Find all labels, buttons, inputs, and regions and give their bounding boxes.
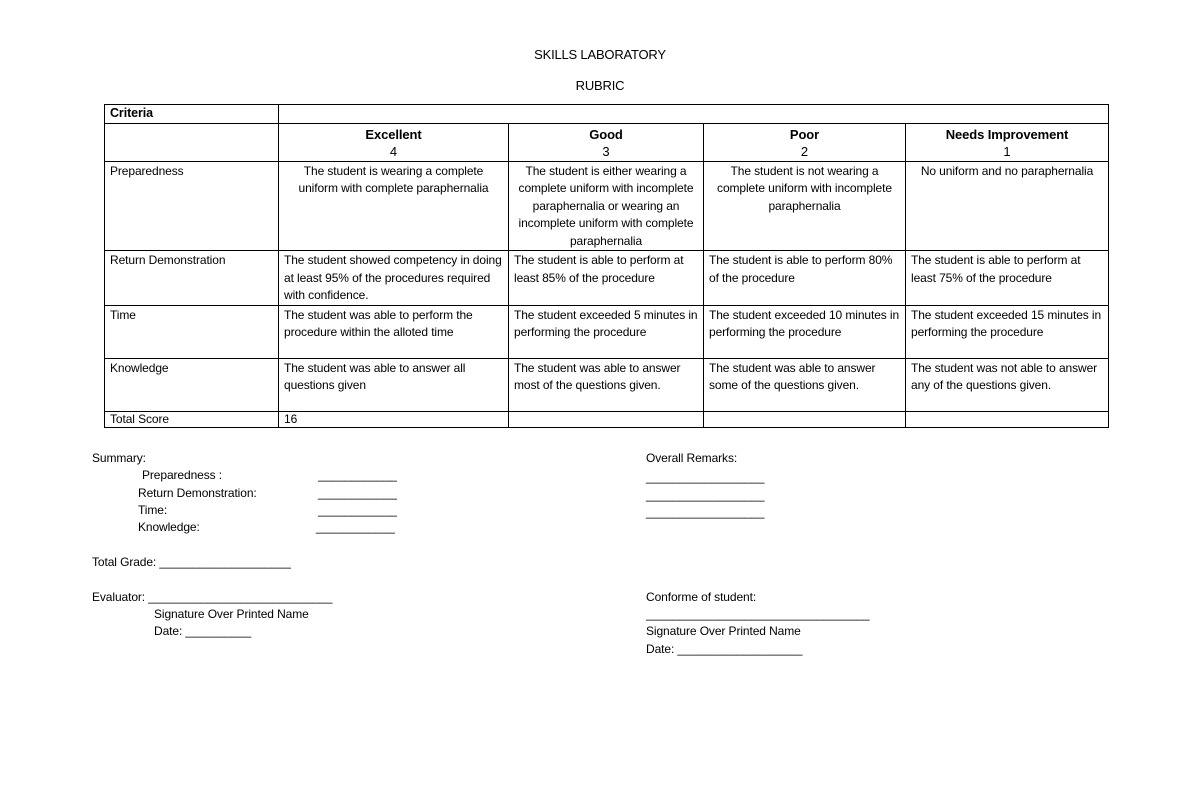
summary-return-demo-blank: ____________ [318, 486, 397, 500]
criterion-cell: Preparedness [105, 161, 279, 251]
overall-remarks-label: Overall Remarks: [646, 451, 738, 465]
summary-preparedness-label: Preparedness : [142, 468, 222, 482]
total-grade-line: Total Grade: ____________________ [92, 555, 291, 569]
level-score: 4 [389, 144, 398, 159]
rubric-cell: The student was able to answer most of the questions given. [509, 358, 704, 411]
levels-header-row [105, 123, 1109, 161]
evaluator-signature-caption: Signature Over Printed Name [154, 607, 309, 621]
total-score-row [105, 411, 1109, 427]
level-score: 2 [800, 144, 809, 159]
level-header-excellent [279, 123, 509, 161]
conforme-signature-line: __________________________________ [646, 607, 870, 621]
conforme-label: Conforme of student: [646, 590, 757, 604]
levels-header-blank [105, 123, 279, 161]
summary-time-blank: ____________ [318, 503, 397, 517]
rubric-cell: The student is able to perform at least 85% of the procedure [509, 251, 704, 306]
summary-label: Summary: [92, 451, 146, 465]
level-name: Needs Improvement [945, 126, 1069, 142]
conforme-date: Date: ___________________ [646, 642, 803, 656]
empty-cell [906, 411, 1109, 427]
rubric-cell: The student showed competency in doing at least 95% of the procedures required with confidence. [279, 251, 509, 306]
level-header-needs-improvement [906, 123, 1109, 161]
rubric-cell: The student exceeded 10 minutes in performing the procedure [704, 305, 906, 358]
criteria-header-spacer [279, 105, 1109, 124]
conforme-signature-caption: Signature Over Printed Name [646, 624, 801, 638]
level-name: Excellent [365, 126, 422, 142]
empty-cell [509, 411, 704, 427]
rubric-cell: The student is either wearing a complete uniform with incomplete paraphernalia or wearing an incomplete uniform with complete paraphernalia [509, 161, 704, 251]
summary-knowledge-blank: ____________ [316, 520, 395, 534]
rubric-cell: The student was able to answer all questions given [279, 358, 509, 411]
empty-cell [704, 411, 906, 427]
overall-remarks-line: __________________ [646, 505, 765, 519]
level-name: Poor [789, 126, 820, 142]
criteria-header-cell [105, 105, 279, 124]
level-score: 3 [602, 144, 610, 159]
total-score-label: Total Score [105, 411, 279, 427]
criteria-header: Criteria [110, 106, 153, 120]
rubric-cell: No uniform and no paraphernalia [906, 161, 1109, 251]
rubric-cell: The student was able to answer some of the questions given. [704, 358, 906, 411]
rubric-cell: The student was not able to answer any of the questions given. [906, 358, 1109, 411]
level-header-poor [704, 123, 906, 161]
table-row [105, 161, 1109, 251]
document-subtitle: RUBRIC [575, 78, 625, 93]
overall-remarks-line: __________________ [646, 488, 765, 502]
rubric-cell: The student exceeded 15 minutes in performing the procedure [906, 305, 1109, 358]
table-row [105, 251, 1109, 306]
overall-remarks-line: __________________ [646, 470, 765, 484]
criteria-header-row [105, 105, 1109, 124]
rubric-cell: The student exceeded 5 minutes in performing the procedure [509, 305, 704, 358]
evaluator-date: Date: __________ [154, 624, 252, 638]
rubric-table [104, 104, 1109, 428]
rubric-cell: The student is wearing a complete uniform with complete paraphernalia [279, 161, 509, 251]
level-name: Good [589, 126, 623, 142]
level-header-good [509, 123, 704, 161]
rubric-cell: The student is able to perform 80% of the procedure [704, 251, 906, 306]
criterion-cell: Return Demonstration [105, 251, 279, 306]
summary-return-demo-label: Return Demonstration: [138, 486, 257, 500]
summary-knowledge-label: Knowledge: [138, 520, 200, 534]
criterion-cell: Time [105, 305, 279, 358]
summary-time-label: Time: [138, 503, 168, 517]
total-score-value: 16 [279, 411, 509, 427]
evaluator-line: Evaluator: ____________________________ [92, 590, 333, 604]
criterion-cell: Knowledge [105, 358, 279, 411]
rubric-cell: The student is not wearing a complete uniform with incomplete paraphernalia [704, 161, 906, 251]
table-row [105, 358, 1109, 411]
table-row [105, 305, 1109, 358]
rubric-cell: The student is able to perform at least 75% of the procedure [906, 251, 1109, 306]
summary-preparedness-blank: ____________ [318, 468, 397, 482]
document-title: SKILLS LABORATORY [534, 47, 666, 62]
rubric-cell: The student was able to perform the procedure within the alloted time [279, 305, 509, 358]
level-score: 1 [1003, 144, 1011, 159]
